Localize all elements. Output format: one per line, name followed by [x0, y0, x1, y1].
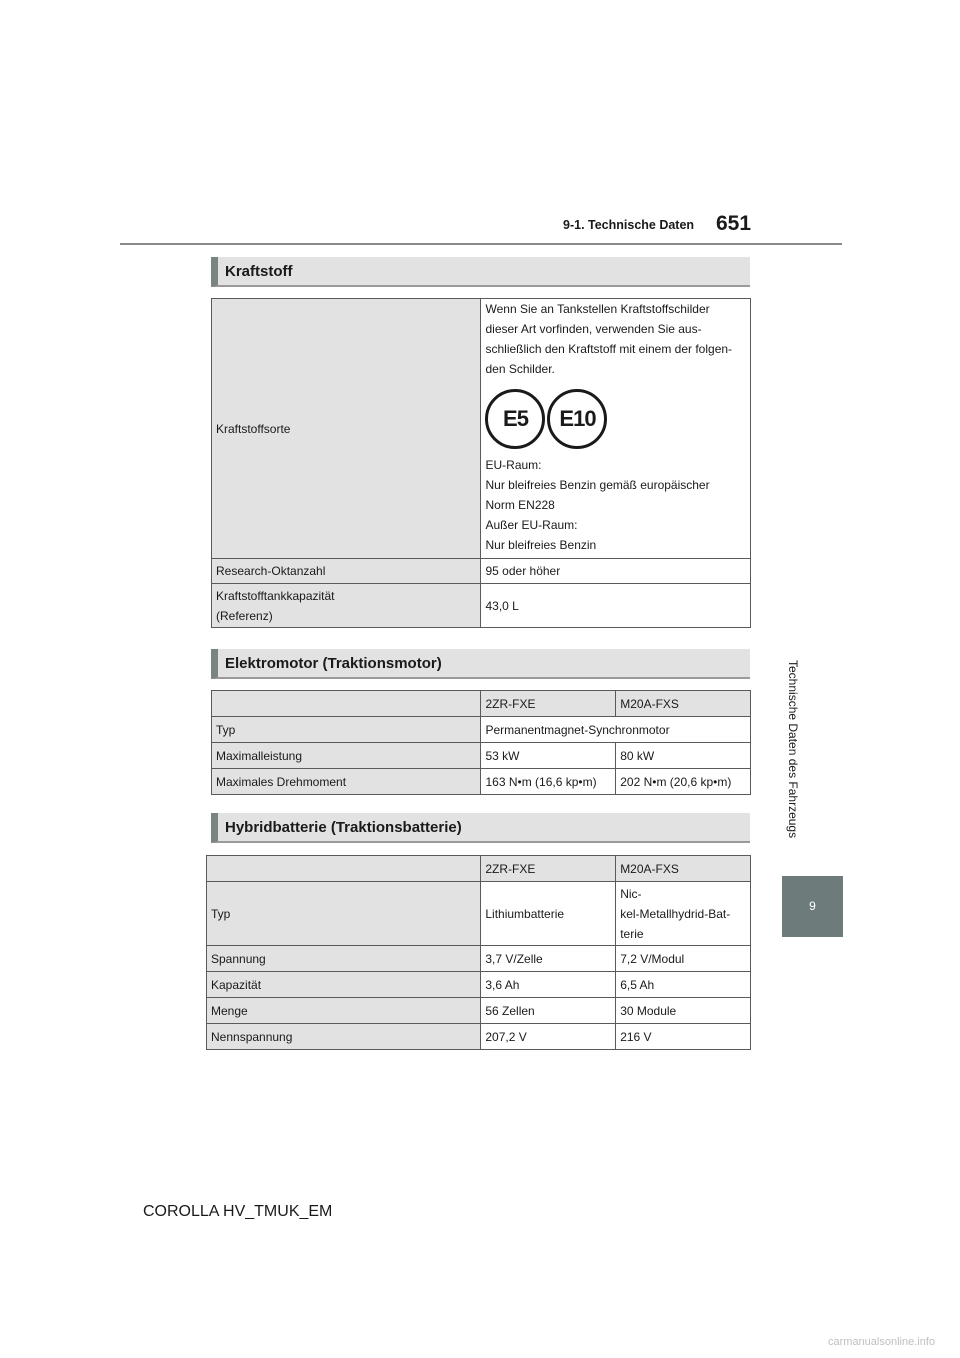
battery-header-2zr: 2ZR-FXE — [481, 856, 616, 882]
fuel-intro-line: dieser Art vorfinden, verwenden Sie aus- — [485, 322, 702, 336]
battery-nominal-voltage-2zr: 207,2 V — [481, 1024, 616, 1050]
battery-header-m20a: M20A-FXS — [616, 856, 751, 882]
battery-quantity-m20a: 30 Module — [616, 998, 751, 1024]
motor-power-label: Maximalleistung — [212, 743, 481, 769]
battery-table — [206, 855, 751, 1050]
motor-header-2zr: 2ZR-FXE — [481, 691, 616, 717]
table-row — [212, 299, 751, 559]
battery-heading: Hybridbatterie (Traktionsbatterie) — [211, 813, 750, 843]
battery-voltage-label: Spannung — [207, 946, 481, 972]
table-row — [207, 1024, 751, 1050]
chapter-tab-title: Technische Daten des Fahrzeugs — [786, 660, 800, 839]
fuel-table — [211, 298, 751, 628]
table-row — [207, 972, 751, 998]
table-row — [212, 691, 751, 717]
octane-label: Research-Oktanzahl — [212, 559, 481, 584]
table-row — [212, 743, 751, 769]
battery-quantity-2zr: 56 Zellen — [481, 998, 616, 1024]
motor-heading: Elektromotor (Traktionsmotor) — [211, 649, 750, 679]
table-row — [207, 882, 751, 946]
fuel-type-label: Kraftstoffsorte — [212, 299, 481, 559]
watermark: carmanualsonline.info — [828, 1336, 936, 1348]
fuel-note-line: Außer EU-Raum: — [485, 518, 578, 532]
fuel-labels — [485, 389, 746, 449]
fuel-type-value — [481, 299, 751, 559]
motor-type-value: Permanentmagnet-Synchronmotor — [481, 717, 751, 743]
octane-value: 95 oder höher — [481, 559, 751, 584]
table-row — [207, 998, 751, 1024]
battery-type-label: Typ — [207, 882, 481, 946]
table-row — [212, 584, 751, 628]
footer-model-code: COROLLA HV_TMUK_EM — [143, 1203, 333, 1220]
battery-type-m20a-line: terie — [620, 926, 644, 941]
chapter-tab-number[interactable]: 9 — [782, 876, 843, 937]
battery-capacity-label: Kapazität — [207, 972, 481, 998]
battery-voltage-2zr: 3,7 V/Zelle — [481, 946, 616, 972]
battery-nominal-voltage-m20a: 216 V — [616, 1024, 751, 1050]
table-row — [212, 769, 751, 795]
motor-header-empty — [212, 691, 481, 717]
e5-fuel-label-icon: E5 — [485, 389, 545, 449]
tank-capacity-label-line: (Referenz) — [216, 608, 273, 623]
motor-power-2zr: 53 kW — [481, 743, 616, 769]
battery-type-m20a-line: Nic- — [620, 886, 642, 901]
table-row — [207, 946, 751, 972]
battery-voltage-m20a: 7,2 V/Modul — [616, 946, 751, 972]
motor-torque-2zr: 163 N•m (16,6 kp•m) — [481, 769, 616, 795]
battery-header-empty — [207, 856, 481, 882]
fuel-note-line: Norm EN228 — [485, 498, 555, 512]
battery-type-m20a-line: kel-Metallhydrid-Bat- — [620, 906, 731, 921]
motor-table — [211, 690, 751, 795]
fuel-intro-line: schließlich den Kraftstoff mit einem der folgen- — [485, 342, 733, 356]
section-title: 9-1. Technische Daten — [563, 218, 695, 232]
battery-quantity-label: Menge — [207, 998, 481, 1024]
motor-power-m20a: 80 kW — [616, 743, 751, 769]
fuel-intro-line: den Schilder. — [485, 362, 555, 376]
header-rule — [120, 243, 842, 245]
tank-capacity-label-line: Kraftstofftankkapazität — [216, 588, 335, 603]
battery-type-m20a — [616, 882, 751, 946]
battery-type-2zr: Lithiumbatterie — [481, 882, 616, 946]
battery-capacity-2zr: 3,6 Ah — [481, 972, 616, 998]
e10-fuel-label-icon: E10 — [547, 389, 607, 449]
battery-capacity-m20a: 6,5 Ah — [616, 972, 751, 998]
fuel-intro-line: Wenn Sie an Tankstellen Kraftstoffschilder — [485, 302, 710, 316]
page-number: 651 — [716, 212, 752, 235]
motor-torque-label: Maximales Drehmoment — [212, 769, 481, 795]
table-row — [212, 717, 751, 743]
fuel-note-line: Nur bleifreies Benzin gemäß europäischer — [485, 478, 710, 492]
table-row — [207, 856, 751, 882]
tank-capacity-value: 43,0 L — [481, 584, 751, 628]
motor-type-label: Typ — [212, 717, 481, 743]
tank-capacity-label — [212, 584, 481, 628]
table-row — [212, 559, 751, 584]
fuel-heading: Kraftstoff — [211, 257, 750, 287]
motor-torque-m20a: 202 N•m (20,6 kp•m) — [616, 769, 751, 795]
battery-nominal-voltage-label: Nennspannung — [207, 1024, 481, 1050]
motor-header-m20a: M20A-FXS — [616, 691, 751, 717]
fuel-note-line: Nur bleifreies Benzin — [485, 538, 597, 552]
fuel-note-line: EU-Raum: — [485, 458, 542, 472]
